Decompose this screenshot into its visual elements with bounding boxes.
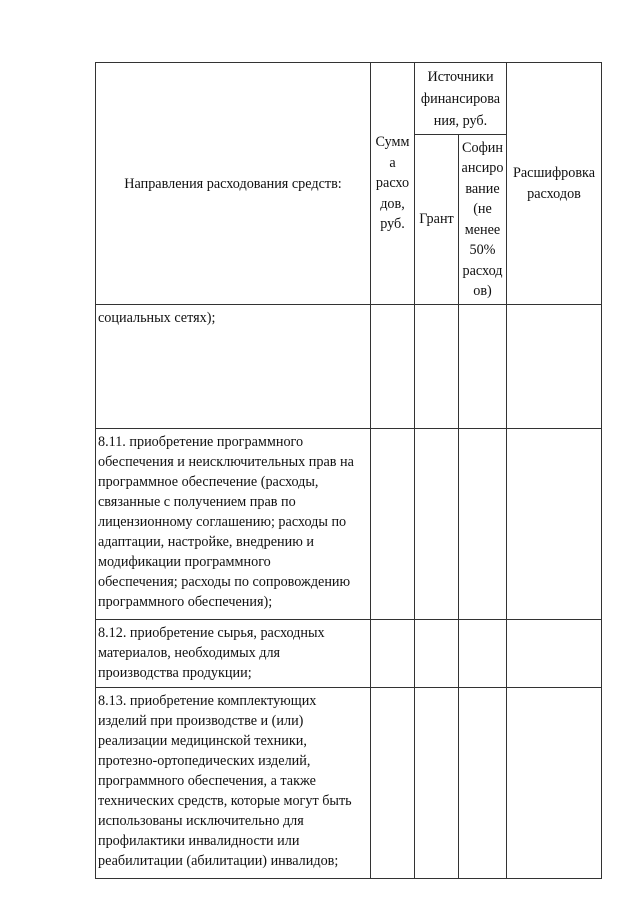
cofinancing-header [459,135,507,305]
breakdown-header-line: Расшифровка [512,165,596,181]
grant-cell [415,429,459,620]
cofinancing-line: ансиро [461,160,504,176]
direction-line: использованы исключительно для [98,813,304,829]
table-row [96,688,602,879]
funding-sources-line: финансирова [420,90,501,107]
direction-line: 8.11. приобретение программного [98,434,304,450]
amount-header-line: расхо [375,175,410,192]
cofinancing-line: (не [473,201,492,217]
table-row [96,305,602,429]
direction-line: социальных сетях); [98,310,216,326]
expenditure-table [95,62,602,879]
direction-cell [96,305,371,429]
cofinancing-cell [459,688,507,879]
amount-header-line: руб. [380,216,405,233]
cofinancing-line: расход [462,262,503,279]
direction-line: модификации программного [98,554,271,570]
cofinancing-line: менее [464,221,501,238]
direction-line: протезно-ортопедических изделий, [98,753,311,769]
table-row [96,620,602,688]
direction-line: обеспечения и неисключительных прав на [98,454,354,470]
direction-line: реабилитации (абилитации) инвалидов; [98,853,339,869]
direction-line: программное обеспечение (расходы, [98,474,319,490]
direction-line: производства продукции; [98,665,252,681]
direction-line: 8.13. приобретение комплектующих [98,693,317,709]
funding-sources-header [415,63,507,135]
grant-cell [415,305,459,429]
amount-cell [371,620,415,688]
cofinancing-cell [459,620,507,688]
breakdown-cell [507,429,602,620]
direction-cell [96,620,371,688]
table-row [96,429,602,620]
direction-line: изделий при производстве и (или) [98,713,304,729]
direction-line: реализации медицинской техники, [98,733,307,749]
breakdown-cell [507,688,602,879]
amount-cell [371,305,415,429]
cofinancing-line: Софин [462,139,503,156]
direction-line: адаптации, настройке, внедрению и [98,534,314,550]
directions-header [96,63,371,305]
direction-line: программного обеспечения); [98,594,273,610]
direction-line: лицензионному соглашению; расходы по [98,514,347,530]
direction-line: материалов, необходимых для [98,645,281,661]
amount-header-line: Сумм [375,134,410,151]
direction-line: профилактики инвалидности или [98,833,300,849]
breakdown-cell [507,305,602,429]
grant-cell [415,688,459,879]
amount-cell [371,688,415,879]
grant-header-text: Грант [419,211,454,228]
breakdown-header [507,63,602,305]
header-row-top [96,63,602,135]
direction-line: 8.12. приобретение сырья, расходных [98,625,325,641]
direction-line: обеспечения; расходы по сопровождению [98,574,351,590]
grant-header [415,135,459,305]
breakdown-cell [507,620,602,688]
amount-header-line: а [389,154,396,171]
amount-header [371,63,415,305]
directions-header-text: Направления расходования средств: [124,175,342,192]
direction-cell [96,429,371,620]
direction-line: программного обеспечения, а также [98,773,316,789]
funding-sources-line: ния, руб. [433,112,488,129]
cofinancing-cell [459,305,507,429]
amount-header-line: дов, [380,195,405,212]
cofinancing-line: 50% [469,242,496,258]
direction-cell [96,688,371,879]
amount-cell [371,429,415,620]
cofinancing-line: вание [465,180,500,197]
breakdown-header-line: расходов [527,185,581,202]
direction-line: связанные с получением прав по [98,494,296,510]
cofinancing-cell [459,429,507,620]
direction-line: технических средств, которые могут быть [98,793,352,809]
funding-sources-line: Источники [427,68,494,85]
grant-cell [415,620,459,688]
cofinancing-line: ов) [473,283,492,299]
